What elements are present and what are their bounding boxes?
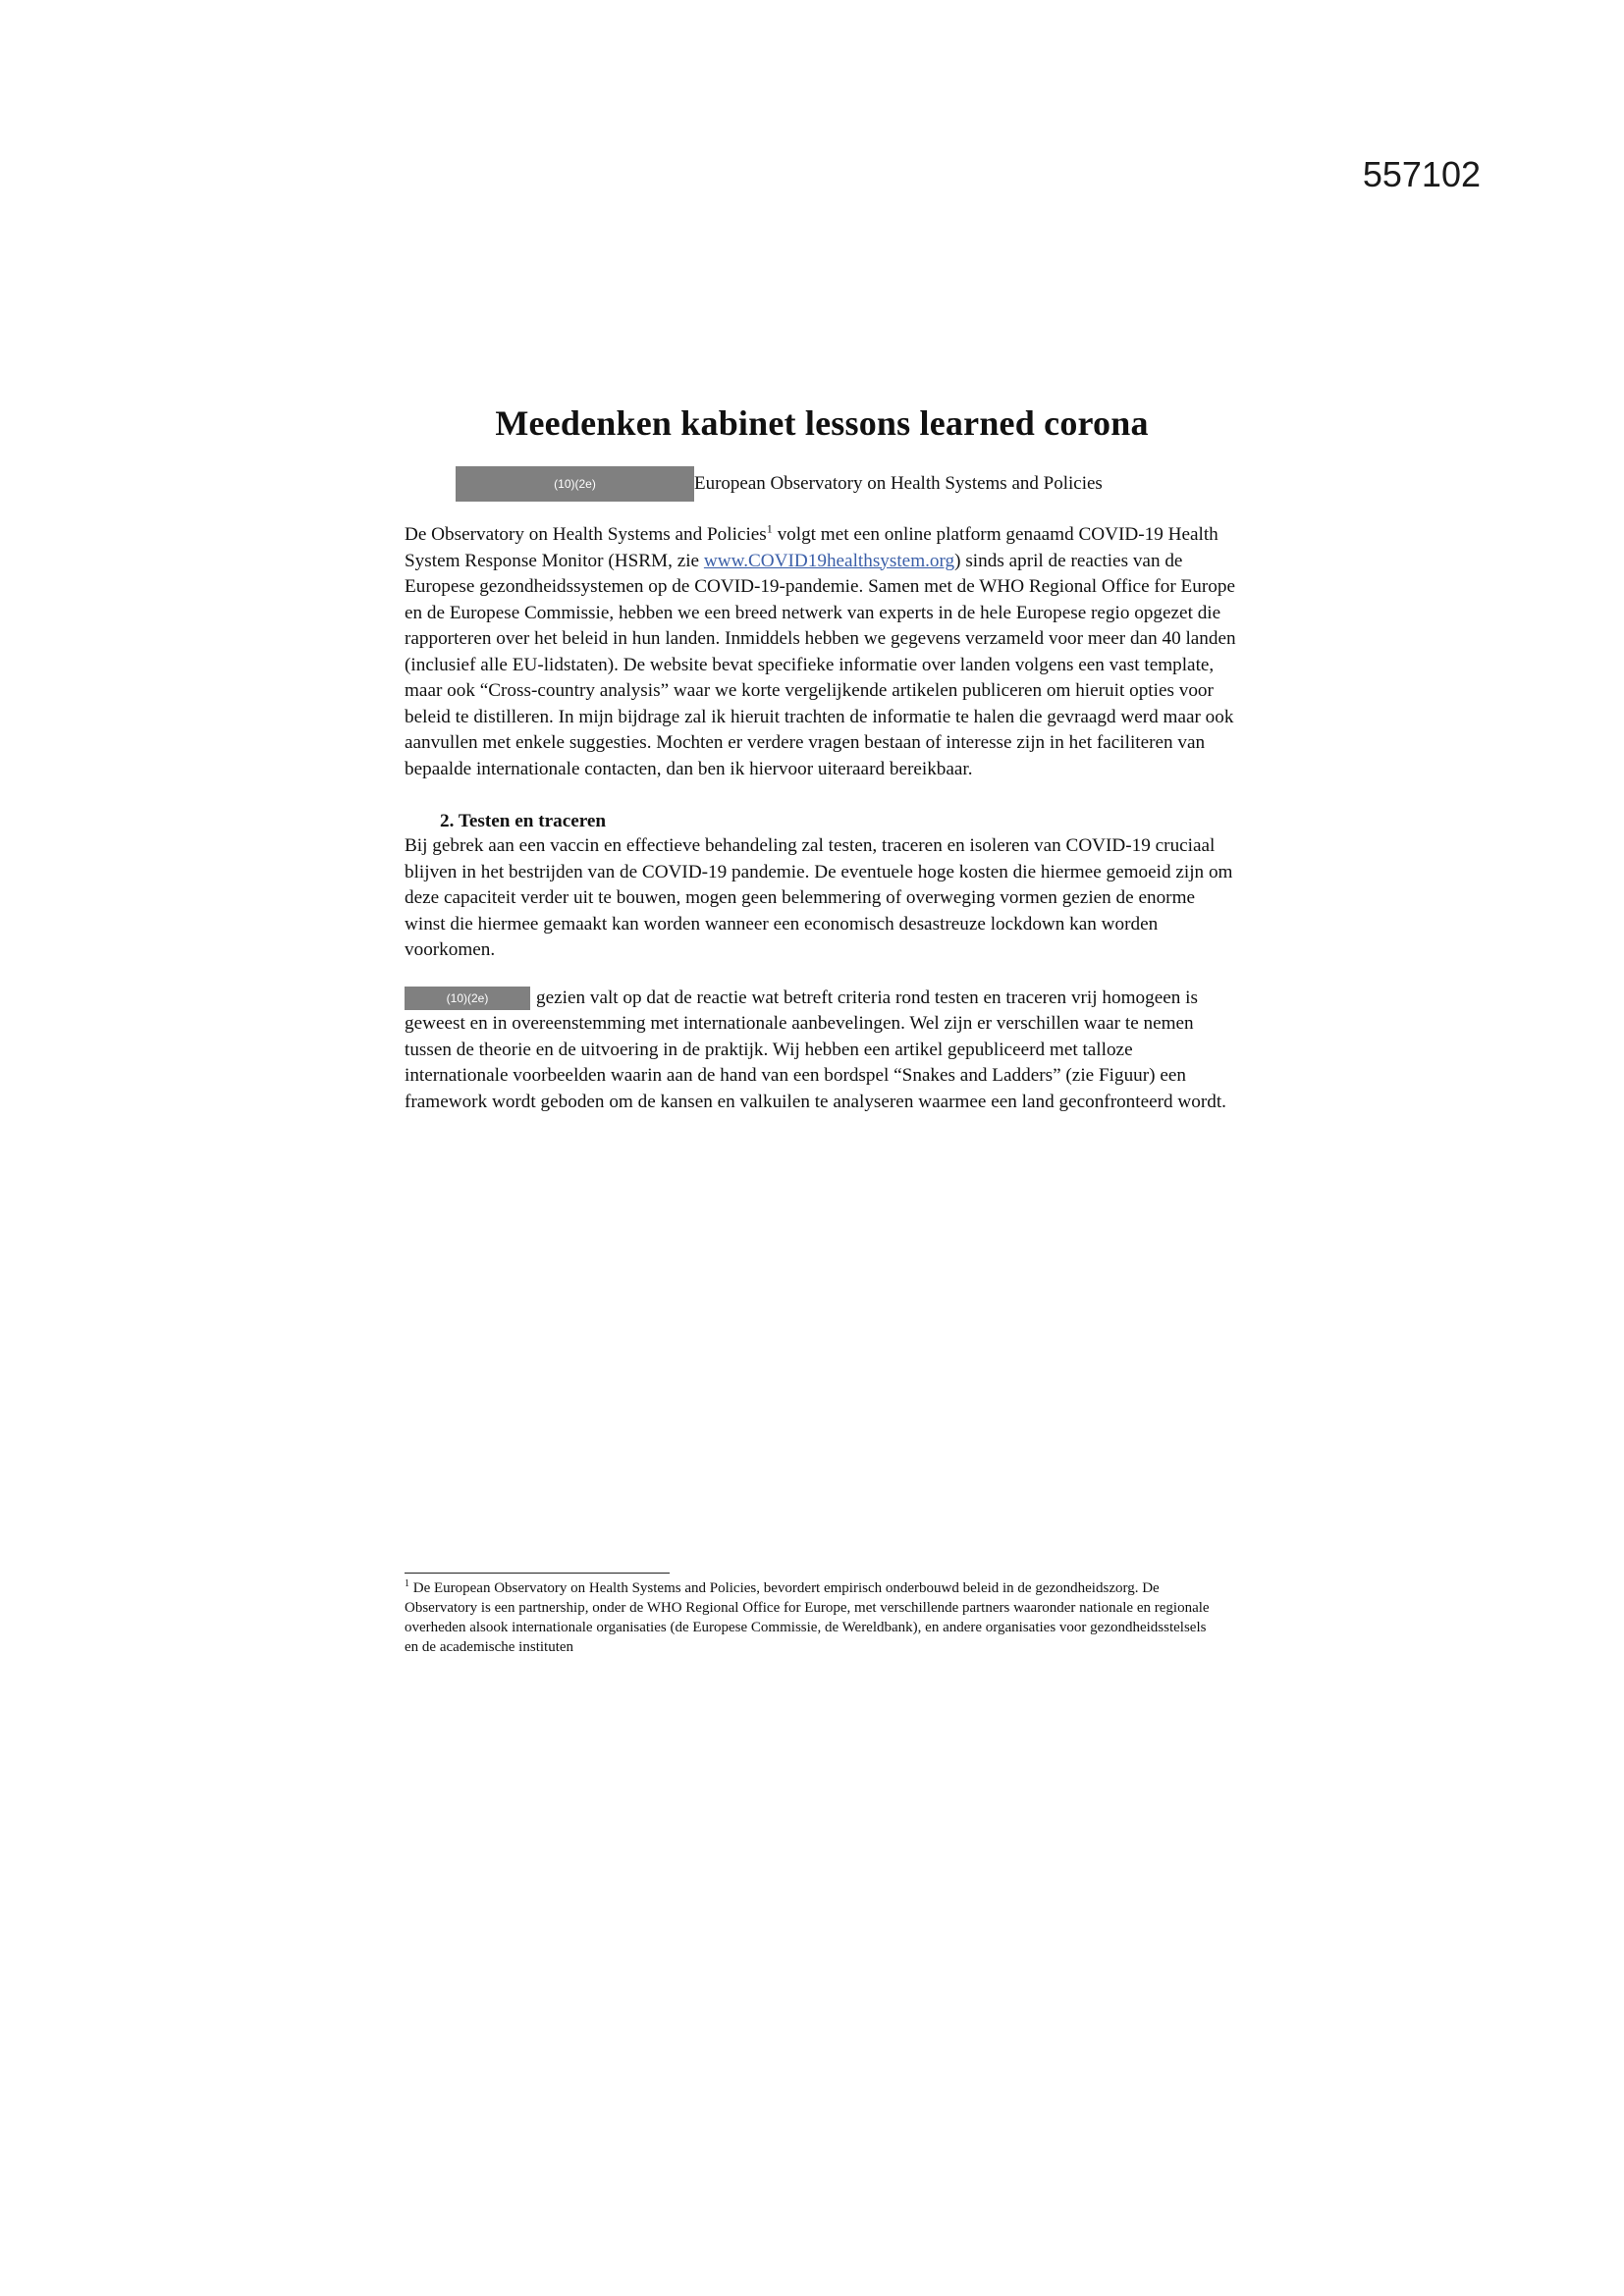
analysis-text: gezien valt op dat de reactie wat betreft criteria rond testen en traceren vrij homogeen is geweest en in overeenstemming met internationale aanbevelingen. Wel zijn er verschillen waar te nemen tussen de theorie en de uitvoering in de praktijk. Wij hebben een artikel gepubliceerd met talloze internationale voorbeelden waarin aan de hand van een bordspel “Snakes and Ladders” (zie Figuur) een framework wordt geboden om de kansen en valkuilen te analyseren waarmee een land geconfronteerd wordt.	[405, 987, 1226, 1112]
document-number: 557102	[1362, 154, 1481, 194]
analysis-paragraph	[405, 986, 1239, 1116]
intro-text-part2: volgt met een online platform genaamd COVID-19 Health System Response Monitor (HSRM, zie	[405, 524, 1218, 571]
testing-paragraph: Bij gebrek aan een vaccin en effectieve behandeling zal testen, traceren en isoleren van COVID-19 cruciaal blijven in het bestrijden van de COVID-19 pandemie. De eventuele hoge kosten die hiermee gemoeid zijn om deze capaciteit verder uit te bouwen, mogen geen belemmering of overweging vormen gezien de enorme winst die hiermee gemaakt kan worden wanneer een economisch desastreuze lockdown kan worden voorkomen.	[405, 835, 1233, 960]
intro-text-part3: ) sinds april de reacties van de Europese gezondheidssystemen op de COVID-19-pandemie. Samen met de WHO Regional Office for Europe en de Europese Commissie, hebben we een breed netwerk van experts in de hele Europese regio opgezet die rapporteren over het beleid in hun landen. Inmiddels hebben we gegevens verzameld voor meer dan 40 landen (inclusief alle EU-lidstaten). De website bevat specifieke informatie over landen volgens een vast template, maar ook “Cross-country analysis” waar we korte vergelijkende artikelen publiceren om hieruit opties voor beleid te distilleren. In mijn bijdrage zal ik hieruit trachten de informatie te halen die gevraagd werd maar ook aanvullen met enkele suggesties. Mochten er verdere vragen bestaan of interesse zijn in het faciliteren van bepaalde internationale contacten, dan ben ik hiervoor uiteraard bereikbaar.	[405, 550, 1236, 779]
section-heading-testen-en-traceren: 2. Testen en traceren	[440, 811, 607, 831]
author-line	[456, 465, 1239, 503]
intro-paragraph	[405, 522, 1239, 782]
footnote-text: De European Observatory on Health Systems and Policies, bevordert empirisch onderbouwd beleid in de gezondheidszorg. De Observatory is een partnership, onder de WHO Regional Office for Europe, met verschillende partners waaronder nationale en regionale overheden alsook internationale organisaties (de Europese Commissie, de Wereldbank), en andere organisaties voor gezondheidsstelsels en de academische instituten	[405, 1580, 1210, 1655]
footnote-number: 1	[405, 1578, 409, 1589]
footnote-separator	[405, 1573, 670, 1574]
intro-text-part1: De Observatory on Health Systems and Policies	[405, 524, 767, 545]
footnote-reference[interactable]: 1	[766, 521, 773, 536]
document-body	[405, 402, 1239, 1115]
covid19-healthsystem-link[interactable]: www.COVID19healthsystem.org	[703, 550, 955, 571]
redacted-author-name: (10)(2e)	[456, 466, 694, 502]
footnote	[405, 1578, 1210, 1657]
page-title: Meedenken kabinet lessons learned corona	[495, 403, 1149, 443]
redacted-inline-text: (10)(2e)	[405, 987, 530, 1010]
author-affiliation: European Observatory on Health Systems and Policies	[694, 473, 1103, 494]
